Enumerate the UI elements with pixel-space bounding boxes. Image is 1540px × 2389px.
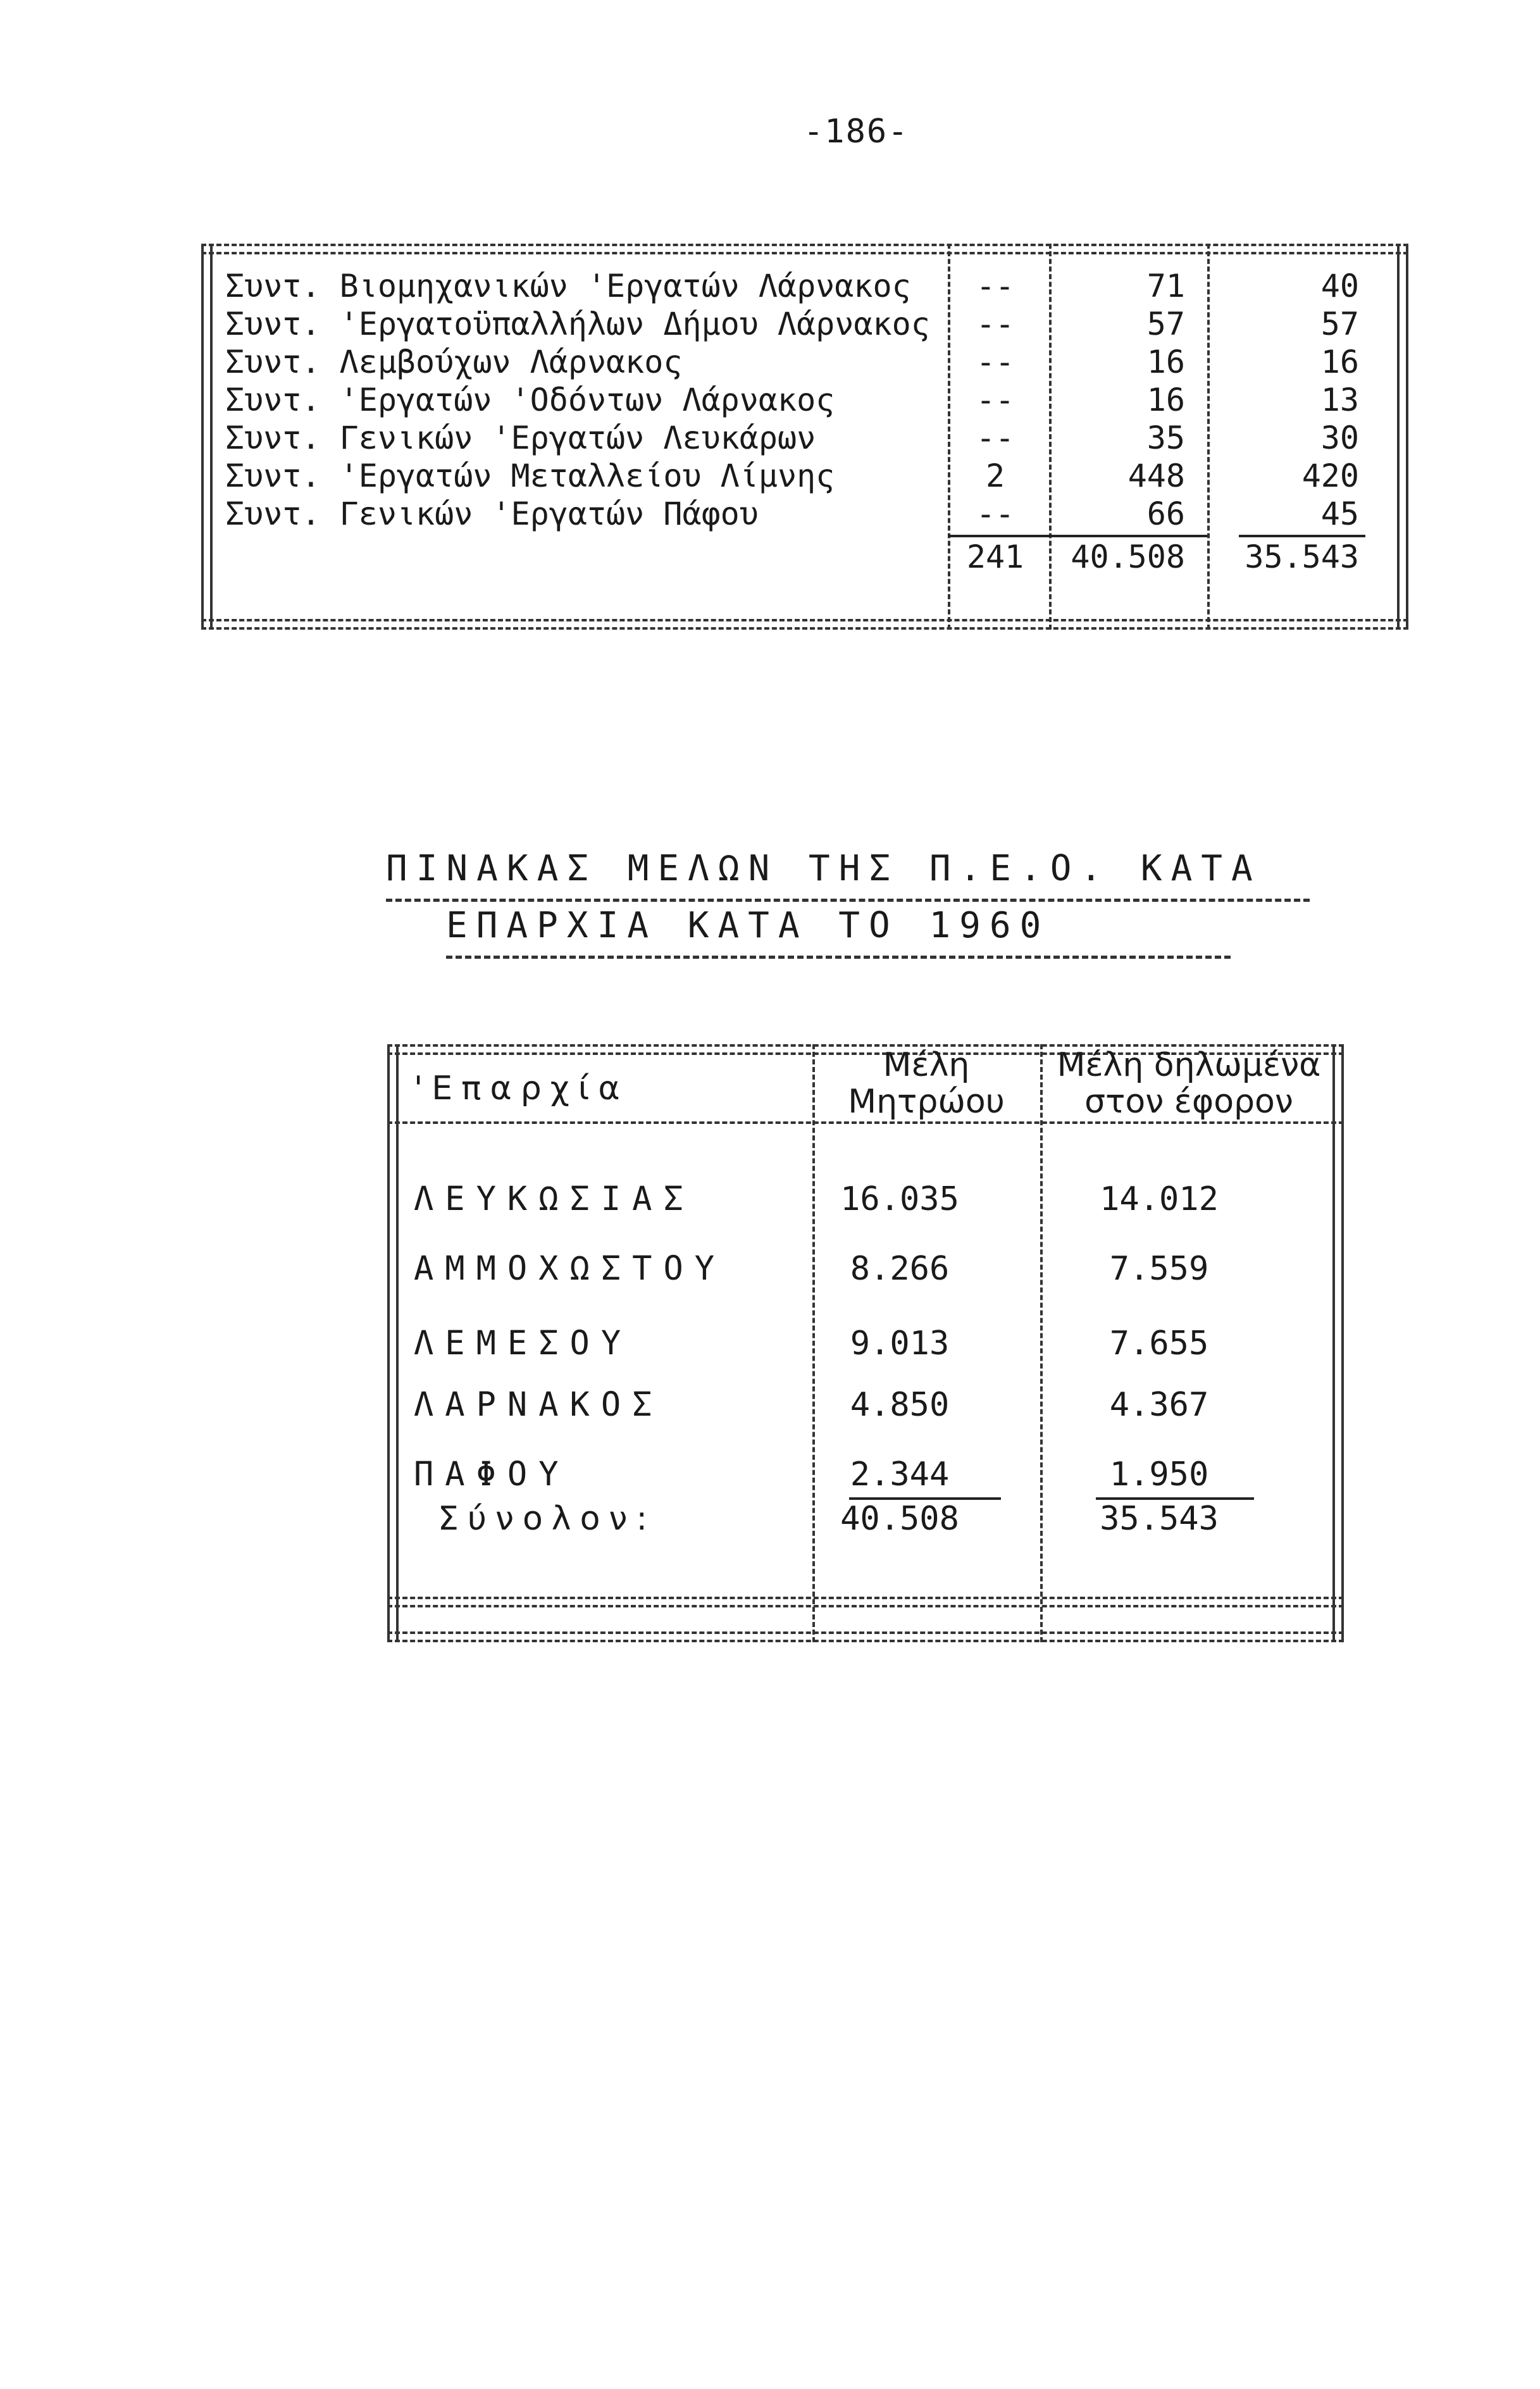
cell-col1: -- [976, 306, 1015, 342]
declared-value: 4.367 [1109, 1386, 1209, 1424]
province-name: ΑΜΜΟΧΩΣΤΟΥ [414, 1250, 726, 1288]
total-declared: 35.543 [1100, 1500, 1219, 1538]
header-registry-line-2: Μητρώου [848, 1083, 1005, 1121]
cell-col1: 2 [985, 458, 1005, 494]
cooperative-name: Συντ. 'Εργατοϋπαλλήλων Δήμου Λάρνακος [225, 306, 930, 342]
cooperatives-table [201, 244, 1408, 630]
table-row [201, 382, 1408, 420]
registry-value: 8.266 [850, 1250, 950, 1288]
total-col2: 40.508 [1071, 539, 1185, 575]
cooperative-name: Συντ. Λεμβούχων Λάρνακος [225, 344, 683, 380]
table-bottom-border [387, 1597, 1344, 1607]
header-province: 'Επαρχία [414, 1070, 629, 1107]
sum-underline [948, 535, 1049, 537]
cell-col1: -- [976, 420, 1015, 456]
header-divider [387, 1121, 1344, 1124]
cell-col2: 35 [1146, 420, 1185, 456]
registry-value: 16.035 [840, 1180, 959, 1218]
total-col3: 35.543 [1245, 539, 1359, 575]
cell-col2: 71 [1146, 268, 1185, 304]
header-registry-line-1: Μέλη [883, 1046, 970, 1084]
cell-col3: 420 [1301, 458, 1359, 494]
province-name: ΛΕΥΚΩΣΙΑΣ [414, 1180, 695, 1218]
cell-col3: 40 [1320, 268, 1359, 304]
cell-col3: 45 [1320, 496, 1359, 532]
title-underline [386, 899, 1310, 902]
table-row [201, 268, 1408, 306]
cell-col2: 16 [1146, 382, 1185, 418]
cell-col3: 30 [1320, 420, 1359, 456]
sum-underline [1239, 535, 1365, 537]
table-row [201, 496, 1408, 533]
cell-col1: -- [976, 496, 1015, 532]
province-members-table [387, 1044, 1344, 1642]
cell-col3: 57 [1320, 306, 1359, 342]
declared-value: 1.950 [1109, 1456, 1209, 1494]
cell-col2: 57 [1146, 306, 1185, 342]
header-declared-line-1: Μέλη δηλωμένα [1057, 1046, 1321, 1084]
total-registry: 40.508 [840, 1500, 959, 1538]
table-row [201, 458, 1408, 496]
cell-col2: 66 [1146, 496, 1185, 532]
cooperative-name: Συντ. 'Εργατών Μεταλλείου Λίμνης [225, 458, 835, 494]
province-name: ΛΕΜΕΣΟΥ [414, 1325, 633, 1363]
cell-col1: -- [976, 344, 1015, 380]
cell-col3: 16 [1320, 344, 1359, 380]
cell-col2: 16 [1146, 344, 1185, 380]
cell-col1: -- [976, 268, 1015, 304]
header-declared [1040, 1047, 1338, 1120]
total-col1: 241 [966, 539, 1024, 575]
cell-col2: 448 [1127, 458, 1185, 494]
table-bottom-border [387, 1631, 1344, 1642]
registry-value: 2.344 [850, 1456, 950, 1494]
table-row [201, 344, 1408, 382]
table-row [201, 306, 1408, 344]
province-name: ΠΑΦΟΥ [414, 1456, 570, 1494]
table-bottom-border [201, 619, 1408, 630]
table-left-border [387, 1044, 399, 1642]
table-row [201, 420, 1408, 458]
table-right-border [1332, 1044, 1344, 1642]
province-name: ΛΑΡΝΑΚΟΣ [414, 1386, 664, 1424]
table-title-line-2: ΕΠΑΡΧΙΑ ΚΑΤΑ ΤΟ 1960 [446, 905, 1050, 946]
table-top-border [201, 244, 1408, 254]
table-title-line-1: ΠΙΝΑΚΑΣ ΜΕΛΩΝ ΤΗΣ Π.Ε.Ο. ΚΑΤΑ [386, 848, 1262, 889]
total-label: Σύνολον: [438, 1500, 656, 1538]
cell-col1: -- [976, 382, 1015, 418]
cooperative-name: Συντ. 'Εργατών 'Οδόντων Λάρνακος [225, 382, 835, 418]
title-underline [446, 956, 1231, 959]
totals-row [201, 539, 1408, 577]
declared-value: 14.012 [1100, 1180, 1219, 1218]
cooperative-name: Συντ. Βιομηχανικών 'Εργατών Λάρνακος [225, 268, 911, 304]
page-number: -186- [804, 113, 909, 151]
declared-value: 7.655 [1109, 1325, 1209, 1363]
registry-value: 9.013 [850, 1325, 950, 1363]
cooperative-name: Συντ. Γενικών 'Εργατών Λευκάρων [225, 420, 816, 456]
header-registry [812, 1047, 1040, 1120]
header-declared-line-2: στον έφορον [1084, 1083, 1293, 1121]
declared-value: 7.559 [1109, 1250, 1209, 1288]
cell-col3: 13 [1320, 382, 1359, 418]
registry-value: 4.850 [850, 1386, 950, 1424]
cooperative-name: Συντ. Γενικών 'Εργατών Πάφου [225, 496, 759, 532]
sum-underline [1049, 535, 1207, 537]
